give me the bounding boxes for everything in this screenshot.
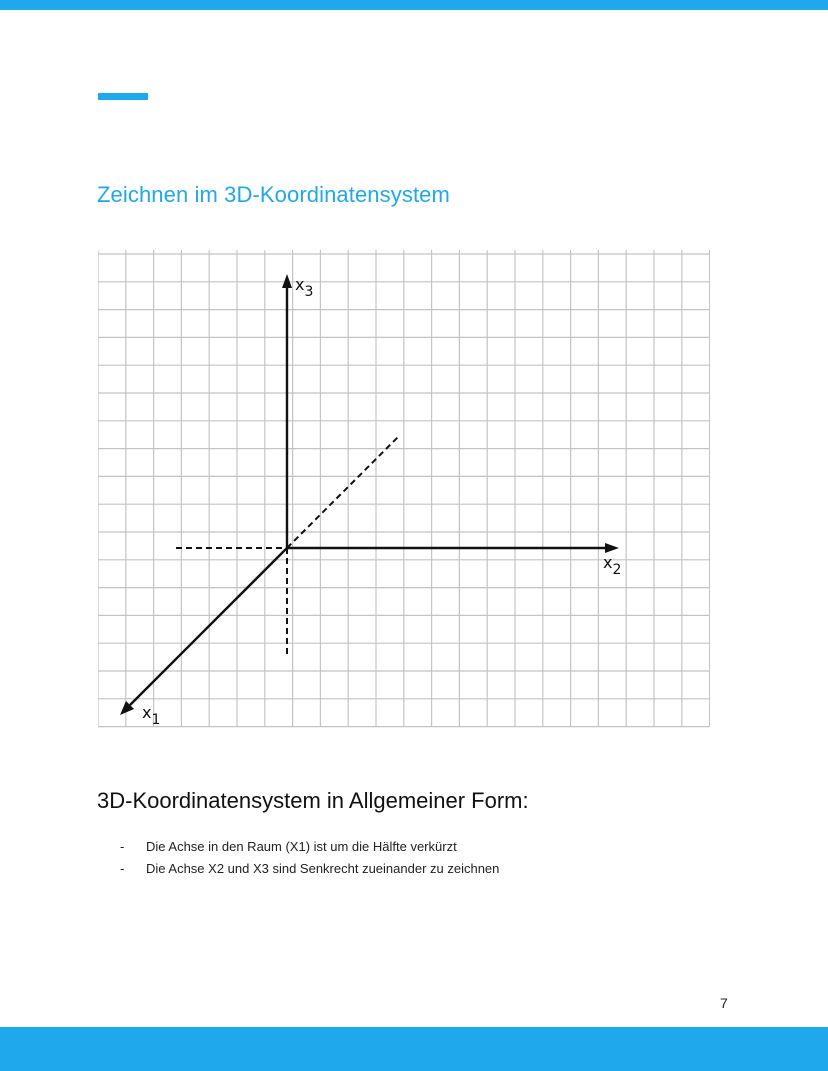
top-accent-bar <box>0 0 828 10</box>
bullet-text: Die Achse X2 und X3 sind Senkrecht zueinander zu zeichnen <box>146 861 500 876</box>
page-number: 7 <box>720 995 728 1011</box>
x1-negative-dashed <box>287 437 398 548</box>
list-item <box>120 860 499 882</box>
x3-label: x3 <box>295 275 314 300</box>
bullet-marker: - <box>120 839 125 854</box>
accent-dash <box>98 93 148 100</box>
bullet-text: Die Achse in den Raum (X1) ist um die Hälfte verkürzt <box>146 839 457 854</box>
coordinate-diagram <box>98 250 710 742</box>
x1-label: x1 <box>142 703 161 728</box>
x2-arrowhead <box>605 543 619 553</box>
bullet-list <box>120 838 499 882</box>
bullet-marker: - <box>120 861 125 876</box>
section-subheading: 3D-Koordinatensystem in Allgemeiner Form: <box>97 788 529 813</box>
page-title: Zeichnen im 3D-Koordinatensystem <box>97 182 450 207</box>
x2-label: x2 <box>603 553 622 578</box>
x3-arrowhead <box>282 274 292 288</box>
list-item <box>120 838 499 860</box>
bottom-accent-bar <box>0 1027 828 1071</box>
coordinate-system-figure <box>98 250 710 742</box>
grid <box>98 250 710 727</box>
